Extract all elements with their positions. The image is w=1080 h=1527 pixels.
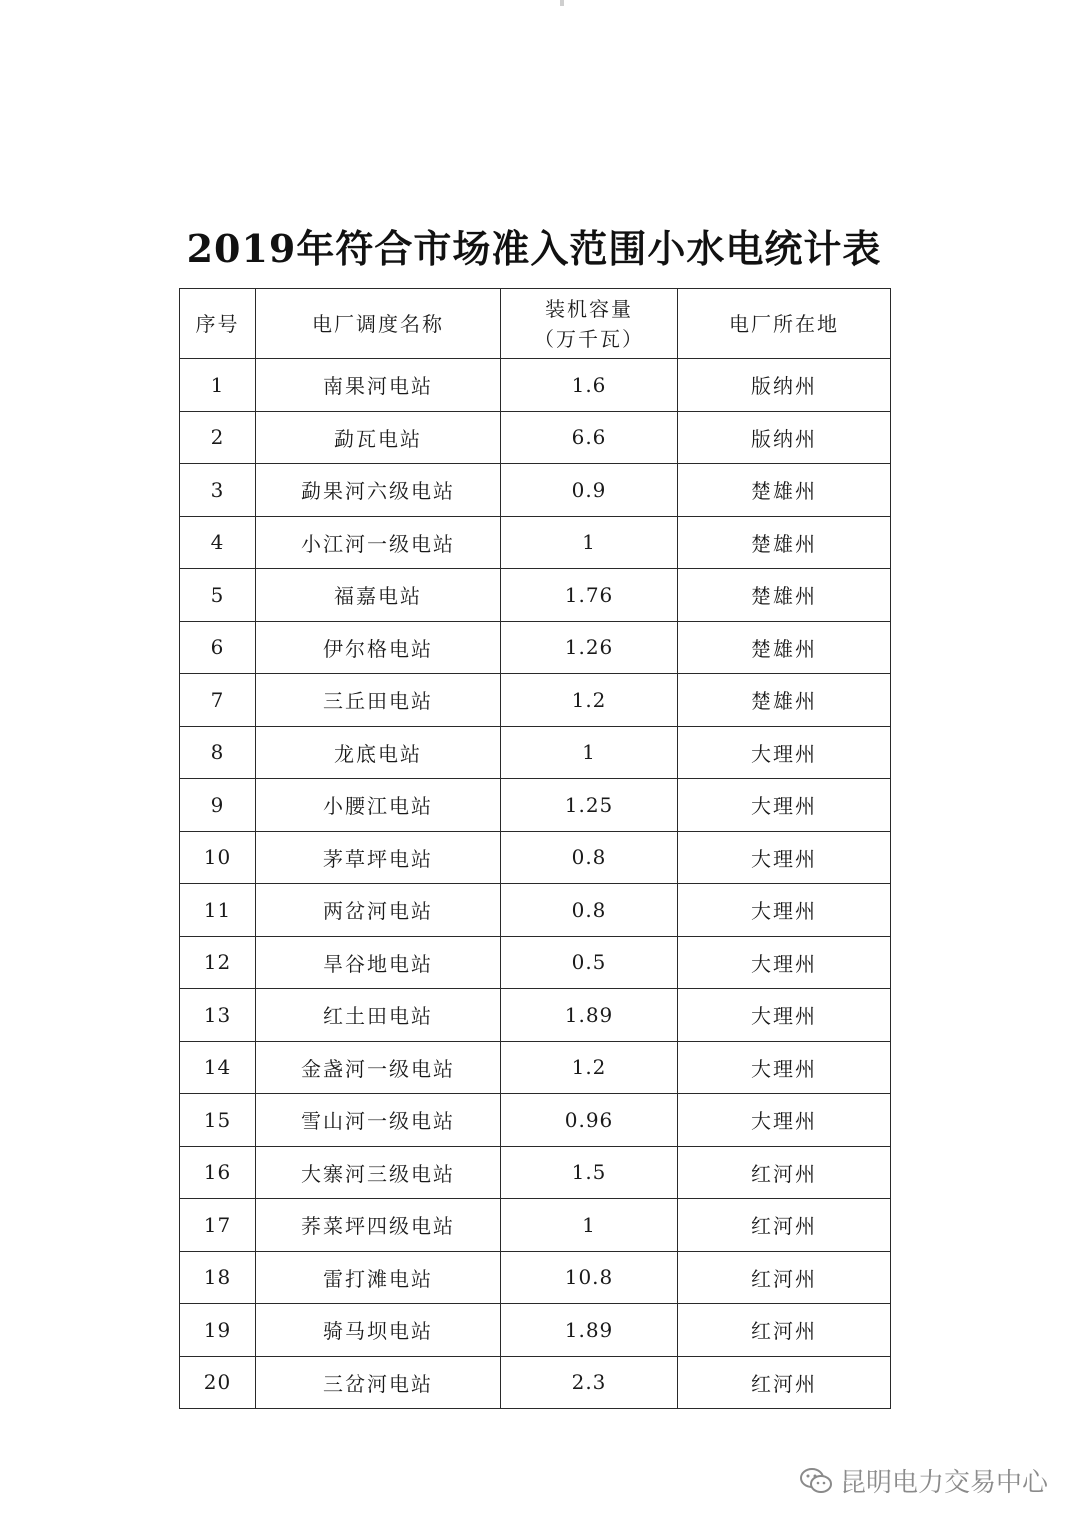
cell-index: 4: [180, 516, 256, 569]
table-header-row: [180, 289, 891, 359]
cell-capacity: 1.6: [501, 359, 678, 412]
table-row: [180, 1146, 891, 1199]
cell-location: 大理州: [678, 884, 891, 937]
table-row: [180, 674, 891, 727]
cell-capacity: 0.96: [501, 1094, 678, 1147]
header-capacity: [501, 289, 678, 359]
cell-index: 7: [180, 674, 256, 727]
header-location: 电厂所在地: [678, 289, 891, 359]
cell-name: 两岔河电站: [256, 884, 501, 937]
cell-name: 旱谷地电站: [256, 936, 501, 989]
cell-location: 楚雄州: [678, 674, 891, 727]
cell-index: 10: [180, 831, 256, 884]
scan-mark: [560, 0, 564, 6]
header-capacity-line1: 装机容量: [545, 296, 633, 321]
table-row: [180, 1199, 891, 1252]
cell-index: 11: [180, 884, 256, 937]
cell-name: 勐瓦电站: [256, 411, 501, 464]
cell-location: 版纳州: [678, 359, 891, 412]
cell-index: 20: [180, 1356, 256, 1409]
cell-location: 红河州: [678, 1199, 891, 1252]
wechat-icon: [798, 1466, 834, 1496]
table-row: [180, 779, 891, 832]
cell-name: 雷打滩电站: [256, 1251, 501, 1304]
cell-capacity: 1.26: [501, 621, 678, 674]
cell-name: 伊尔格电站: [256, 621, 501, 674]
header-name: 电厂调度名称: [256, 289, 501, 359]
cell-index: 13: [180, 989, 256, 1042]
cell-index: 5: [180, 569, 256, 622]
cell-location: 楚雄州: [678, 464, 891, 517]
cell-capacity: 1.76: [501, 569, 678, 622]
table-row: [180, 1356, 891, 1409]
cell-capacity: 10.8: [501, 1251, 678, 1304]
cell-capacity: 2.3: [501, 1356, 678, 1409]
table-row: [180, 1251, 891, 1304]
table-row: [180, 989, 891, 1042]
table-row: [180, 359, 891, 412]
watermark-text: 昆明电力交易中心: [839, 1468, 1048, 1498]
cell-location: 红河州: [678, 1146, 891, 1199]
cell-location: 大理州: [678, 726, 891, 779]
cell-capacity: 1.2: [501, 1041, 678, 1094]
cell-index: 6: [180, 621, 256, 674]
cell-index: 8: [180, 726, 256, 779]
table-row: [180, 569, 891, 622]
cell-capacity: 1.89: [501, 989, 678, 1042]
table-row: [180, 1304, 891, 1357]
cell-name: 三丘田电站: [256, 674, 501, 727]
cell-index: 16: [180, 1146, 256, 1199]
cell-capacity: 0.5: [501, 936, 678, 989]
table-row: [180, 1094, 891, 1147]
cell-capacity: 1.5: [501, 1146, 678, 1199]
cell-capacity: 0.8: [501, 884, 678, 937]
cell-name: 南果河电站: [256, 359, 501, 412]
table-row: [180, 1041, 891, 1094]
cell-index: 9: [180, 779, 256, 832]
cell-name: 雪山河一级电站: [256, 1094, 501, 1147]
cell-location: 红河州: [678, 1356, 891, 1409]
cell-location: 版纳州: [678, 411, 891, 464]
cell-location: 大理州: [678, 936, 891, 989]
cell-location: 楚雄州: [678, 516, 891, 569]
cell-capacity: 0.8: [501, 831, 678, 884]
cell-location: 大理州: [678, 989, 891, 1042]
cell-name: 三岔河电站: [256, 1356, 501, 1409]
table-body: [180, 359, 891, 1409]
table-row: [180, 464, 891, 517]
cell-name: 骑马坝电站: [256, 1304, 501, 1357]
cell-name: 荞菜坪四级电站: [256, 1199, 501, 1252]
cell-location: 楚雄州: [678, 569, 891, 622]
cell-index: 15: [180, 1094, 256, 1147]
cell-capacity: 1: [501, 1199, 678, 1252]
table-row: [180, 621, 891, 674]
cell-index: 17: [180, 1199, 256, 1252]
cell-index: 2: [180, 411, 256, 464]
table-row: [180, 831, 891, 884]
table-row: [180, 884, 891, 937]
cell-index: 19: [180, 1304, 256, 1357]
cell-location: 大理州: [678, 779, 891, 832]
cell-name: 福嘉电站: [256, 569, 501, 622]
table-row: [180, 726, 891, 779]
cell-name: 勐果河六级电站: [256, 464, 501, 517]
table-row: [180, 411, 891, 464]
page-title: 2019年符合市场准入范围小水电统计表: [186, 226, 882, 271]
cell-name: 龙底电站: [256, 726, 501, 779]
header-capacity-line2: （万千瓦）: [534, 326, 644, 351]
table-row: [180, 936, 891, 989]
cell-index: 3: [180, 464, 256, 517]
cell-capacity: 6.6: [501, 411, 678, 464]
cell-location: 红河州: [678, 1251, 891, 1304]
cell-name: 茅草坪电站: [256, 831, 501, 884]
cell-location: 大理州: [678, 1094, 891, 1147]
cell-capacity: 1: [501, 726, 678, 779]
cell-index: 1: [180, 359, 256, 412]
cell-location: 楚雄州: [678, 621, 891, 674]
cell-index: 18: [180, 1251, 256, 1304]
cell-name: 小江河一级电站: [256, 516, 501, 569]
header-index: 序号: [180, 289, 256, 359]
cell-capacity: 1: [501, 516, 678, 569]
cell-index: 14: [180, 1041, 256, 1094]
cell-capacity: 1.25: [501, 779, 678, 832]
cell-index: 12: [180, 936, 256, 989]
cell-name: 小腰江电站: [256, 779, 501, 832]
cell-capacity: 1.89: [501, 1304, 678, 1357]
table-row: [180, 516, 891, 569]
cell-name: 金盏河一级电站: [256, 1041, 501, 1094]
cell-location: 大理州: [678, 831, 891, 884]
watermark: [798, 1462, 1048, 1499]
cell-capacity: 1.2: [501, 674, 678, 727]
cell-location: 红河州: [678, 1304, 891, 1357]
cell-capacity: 0.9: [501, 464, 678, 517]
cell-name: 红土田电站: [256, 989, 501, 1042]
cell-name: 大寨河三级电站: [256, 1146, 501, 1199]
hydropower-table: [179, 288, 891, 1409]
cell-location: 大理州: [678, 1041, 891, 1094]
